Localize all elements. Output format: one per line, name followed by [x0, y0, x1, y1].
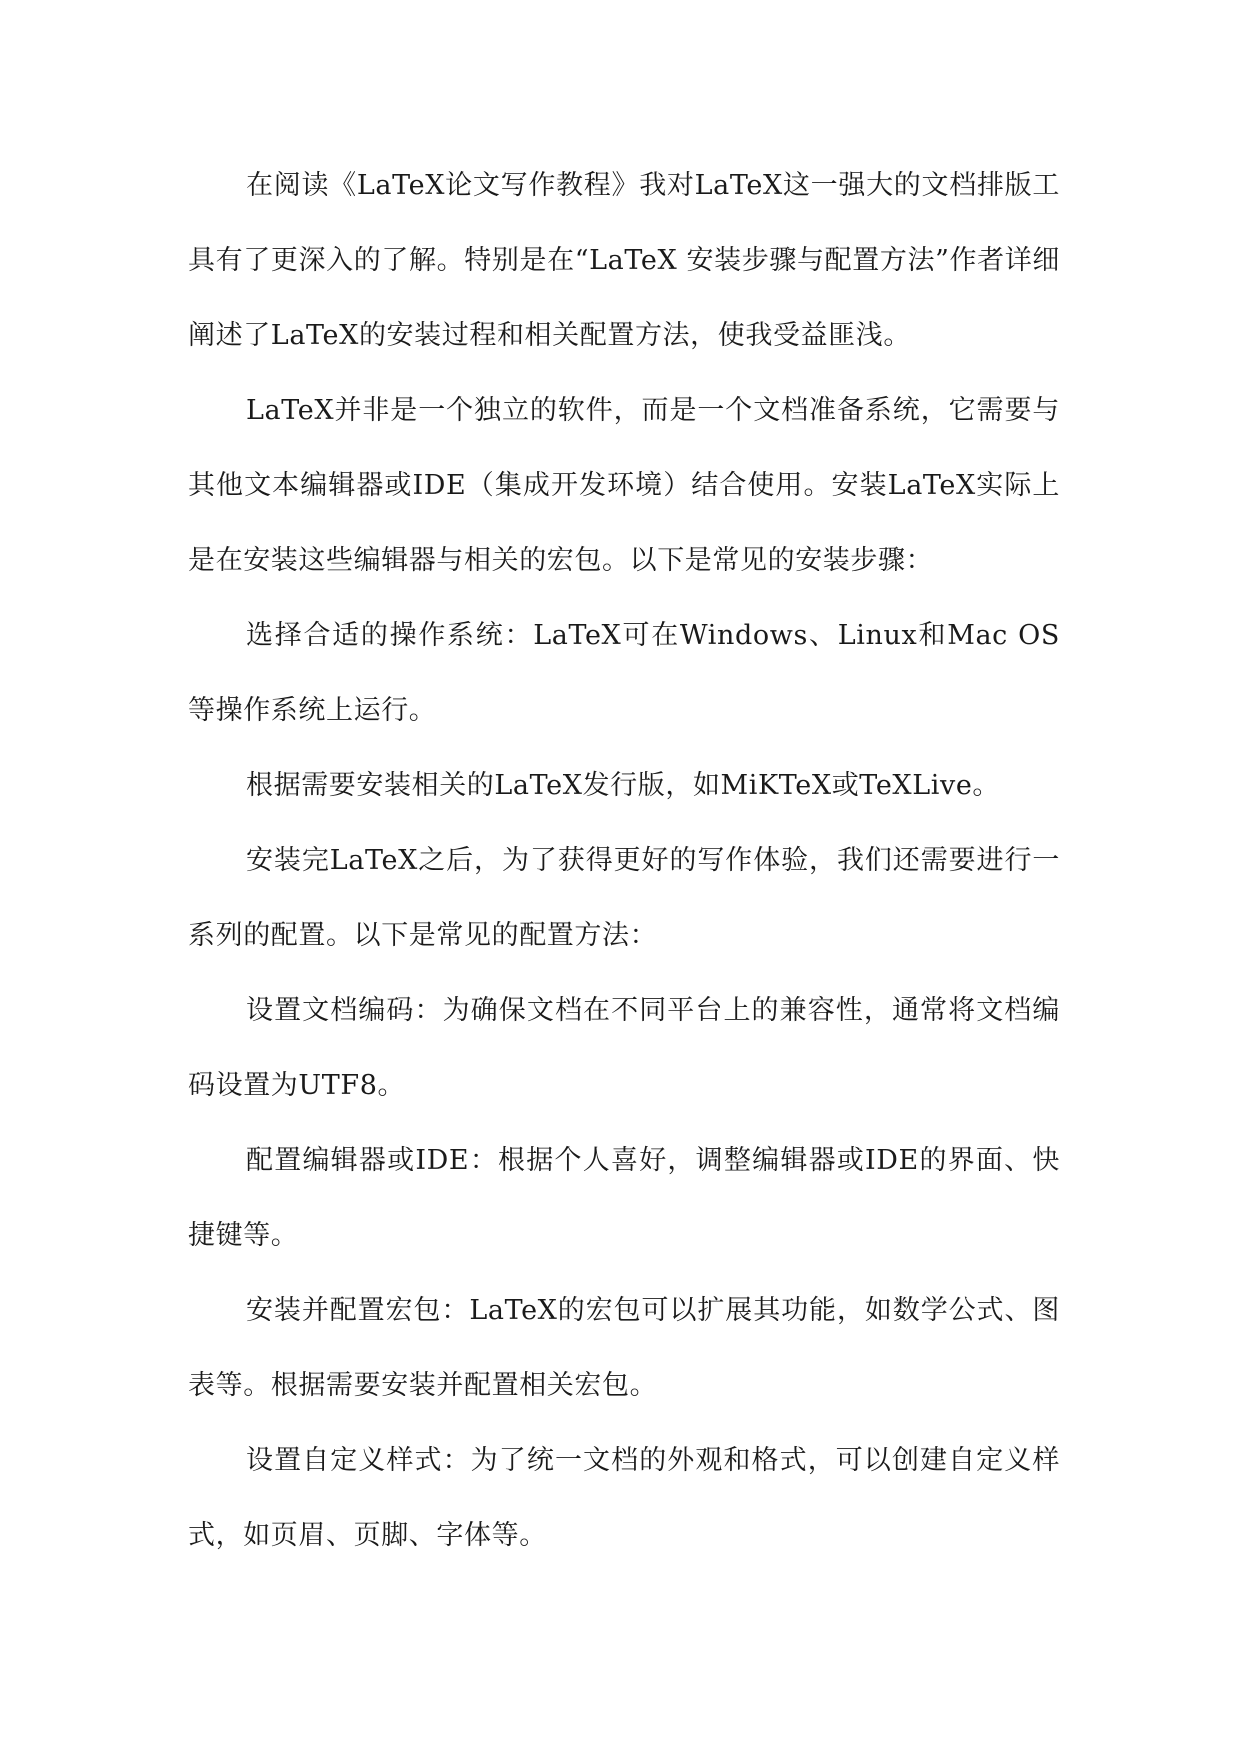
paragraph-custom-styles: 设置自定义样式：为了统一文档的外观和格式，可以创建自定义样式，如页眉、页脚、字体等。 [188, 1445, 1060, 1551]
paragraph-packages: 安装并配置宏包：LaTeX的宏包可以扩展其功能，如数学公式、图表等。根据需要安装并配置相关宏包。 [188, 1295, 1060, 1401]
document-body [188, 148, 1060, 1573]
paragraph-latex-system: LaTeX并非是一个独立的软件，而是一个文档准备系统，它需要与其他文本编辑器或IDE（集成开发环境）结合使用。安装LaTeX实际上是在安装这些编辑器与相关的宏包。以下是常见的安装步骤： [188, 395, 1060, 576]
paragraph-install-distribution: 根据需要安装相关的LaTeX发行版，如MiKTeX或TeXLive。 [246, 770, 1001, 801]
paragraph-intro: 在阅读《LaTeX论文写作教程》我对LaTeX这一强大的文档排版工具有了更深入的了解。特别是在“LaTeX 安装步骤与配置方法”作者详细阐述了LaTeX的安装过程和相关配置方法，使我受益匪浅。 [188, 170, 1060, 351]
paragraph-choose-os: 选择合适的操作系统：LaTeX可在Windows、Linux和Mac OS等操作系统上运行。 [188, 620, 1060, 726]
paragraph-editor-config: 配置编辑器或IDE：根据个人喜好，调整编辑器或IDE的界面、快捷键等。 [188, 1145, 1060, 1251]
paragraph-encoding: 设置文档编码：为确保文档在不同平台上的兼容性，通常将文档编码设置为UTF8。 [188, 995, 1060, 1101]
paragraph-configuration-intro: 安装完LaTeX之后，为了获得更好的写作体验，我们还需要进行一系列的配置。以下是常见的配置方法： [188, 845, 1060, 951]
